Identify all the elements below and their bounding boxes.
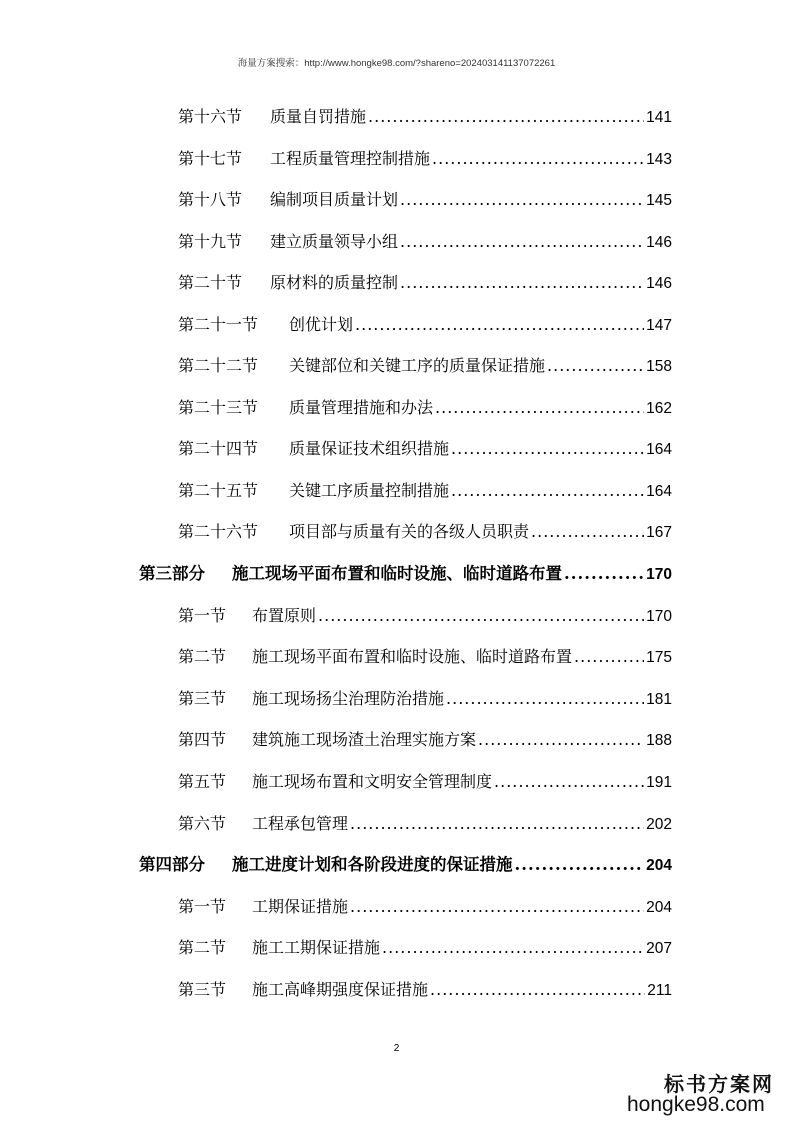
toc-entry[interactable]: [178, 772, 672, 793]
toc-page: 143: [646, 151, 672, 168]
toc-title: 施工现场扬尘治理防治措施: [252, 689, 445, 708]
toc-number: 第二十五节: [178, 481, 259, 500]
dot-leader: [547, 356, 644, 376]
dot-leader: [451, 439, 644, 459]
toc-entry[interactable]: [178, 149, 672, 170]
dot-leader: [451, 481, 644, 501]
page-number: 2: [393, 1043, 400, 1054]
toc-title: 工程质量管理控制措施: [270, 149, 431, 168]
toc-number: 第五节: [178, 772, 227, 791]
toc-entry[interactable]: [178, 814, 672, 835]
toc-entry[interactable]: [178, 439, 672, 460]
toc-entry[interactable]: [178, 980, 672, 1001]
toc-number: 第二十节: [178, 273, 243, 292]
toc-number: 第一节: [178, 606, 227, 625]
toc-title: 工程承包管理: [252, 814, 349, 833]
toc-page: 162: [646, 400, 672, 417]
toc-page: 175: [646, 649, 672, 666]
toc-number: 第十八节: [178, 190, 243, 209]
toc-title: 质量保证技术组织措施: [289, 439, 450, 458]
toc-number: 第六节: [178, 814, 227, 833]
toc-number: 第二十二节: [178, 356, 259, 375]
toc-entry[interactable]: [178, 730, 672, 751]
toc-page: 170: [646, 608, 672, 625]
toc-title: 建筑施工现场渣土治理实施方案: [252, 730, 477, 749]
toc-page: 202: [646, 816, 672, 833]
toc-title: 施工现场布置和文明安全管理制度: [252, 772, 493, 791]
toc-page: 204: [646, 899, 672, 916]
watermark-url: hongke98.com: [627, 1093, 765, 1116]
toc-number: 第三部分: [139, 564, 205, 583]
dot-leader: [400, 190, 644, 210]
toc-title: 关键部位和关键工序的质量保证措施: [289, 356, 546, 375]
dot-leader: [564, 564, 644, 584]
toc-page: 167: [646, 524, 672, 541]
dot-leader: [350, 814, 644, 834]
dot-leader: [432, 149, 644, 169]
toc-entry[interactable]: [178, 107, 672, 128]
toc-title: 质量自罚措施: [270, 107, 367, 126]
toc-page: 188: [646, 732, 672, 749]
toc-title: 施工现场平面布置和临时设施、临时道路布置: [252, 647, 573, 666]
toc-title: 关键工序质量控制措施: [289, 481, 450, 500]
dot-leader: [494, 772, 644, 792]
toc-page: 158: [646, 358, 672, 375]
toc-page: 146: [646, 234, 672, 251]
toc-page: 170: [646, 566, 672, 583]
toc-title: 施工高峰期强度保证措施: [252, 980, 429, 999]
toc-number: 第二节: [178, 938, 227, 957]
toc-page: 164: [646, 483, 672, 500]
dot-leader: [400, 273, 644, 293]
toc-page: 181: [646, 691, 672, 708]
toc-title: 创优计划: [289, 315, 354, 334]
toc-title: 编制项目质量计划: [270, 190, 399, 209]
toc-entry[interactable]: [178, 689, 672, 710]
toc-entry[interactable]: [178, 232, 672, 253]
toc-number: 第二十六节: [178, 522, 259, 541]
toc-title: 施工现场平面布置和临时设施、临时道路布置: [232, 564, 562, 583]
toc-page: 147: [646, 317, 672, 334]
toc-number: 第三节: [178, 689, 227, 708]
toc-title: 项目部与质量有关的各级人员职责: [289, 522, 530, 541]
dot-leader: [435, 398, 644, 418]
dot-leader: [430, 980, 645, 1000]
toc-entry[interactable]: [178, 647, 672, 668]
toc-number: 第三节: [178, 980, 227, 999]
dot-leader: [382, 938, 644, 958]
toc-entry[interactable]: [178, 481, 672, 502]
dot-leader: [515, 855, 645, 875]
toc-page: 146: [646, 275, 672, 292]
toc-number: 第二十四节: [178, 439, 259, 458]
toc-page: 164: [646, 441, 672, 458]
dot-leader: [368, 107, 644, 127]
dot-leader: [446, 689, 644, 709]
toc-entry[interactable]: [178, 398, 672, 419]
toc-entry[interactable]: [178, 897, 672, 918]
toc-page: 204: [646, 857, 672, 874]
toc-number: 第十九节: [178, 232, 243, 251]
toc-number: 第四部分: [139, 855, 205, 874]
toc-chapter[interactable]: [139, 855, 672, 876]
toc-number: 第四节: [178, 730, 227, 749]
toc-page: 191: [646, 774, 672, 791]
toc-number: 第十七节: [178, 149, 243, 168]
dot-leader: [531, 522, 644, 542]
dot-leader: [318, 606, 644, 626]
toc-number: 第二十一节: [178, 315, 259, 334]
toc-title: 原材料的质量控制: [270, 273, 399, 292]
toc-entry[interactable]: [178, 315, 672, 336]
toc-number: 第二节: [178, 647, 227, 666]
toc-number: 第二十三节: [178, 398, 259, 417]
toc-page: 207: [646, 940, 672, 957]
dot-leader: [400, 232, 644, 252]
toc-title: 布置原则: [252, 606, 317, 625]
toc-page: 211: [647, 982, 672, 999]
toc-entry[interactable]: [178, 356, 672, 377]
page-header: 海量方案搜索：http://www.hongke98.com/?shareno=202403141137072261: [237, 58, 556, 69]
toc-entry[interactable]: [178, 190, 672, 211]
toc-title: 工期保证措施: [252, 897, 349, 916]
toc-number: 第十六节: [178, 107, 243, 126]
dot-leader: [478, 730, 644, 750]
toc-entry[interactable]: [178, 938, 672, 959]
toc-entry[interactable]: [178, 606, 672, 627]
toc-page: 145: [646, 192, 672, 209]
watermark-brand: 标书方案网: [664, 1072, 774, 1096]
toc-number: 第一节: [178, 897, 227, 916]
toc-chapter[interactable]: [139, 564, 672, 585]
toc-title: 施工工期保证措施: [252, 938, 381, 957]
toc-title: 建立质量领导小组: [270, 232, 399, 251]
toc-entry[interactable]: [178, 522, 672, 543]
toc-title: 质量管理措施和办法: [289, 398, 434, 417]
dot-leader: [574, 647, 644, 667]
toc-page: 141: [646, 109, 672, 126]
toc-title: 施工进度计划和各阶段进度的保证措施: [232, 855, 513, 874]
dot-leader: [355, 315, 644, 335]
toc-entry[interactable]: [178, 273, 672, 294]
dot-leader: [350, 897, 644, 917]
